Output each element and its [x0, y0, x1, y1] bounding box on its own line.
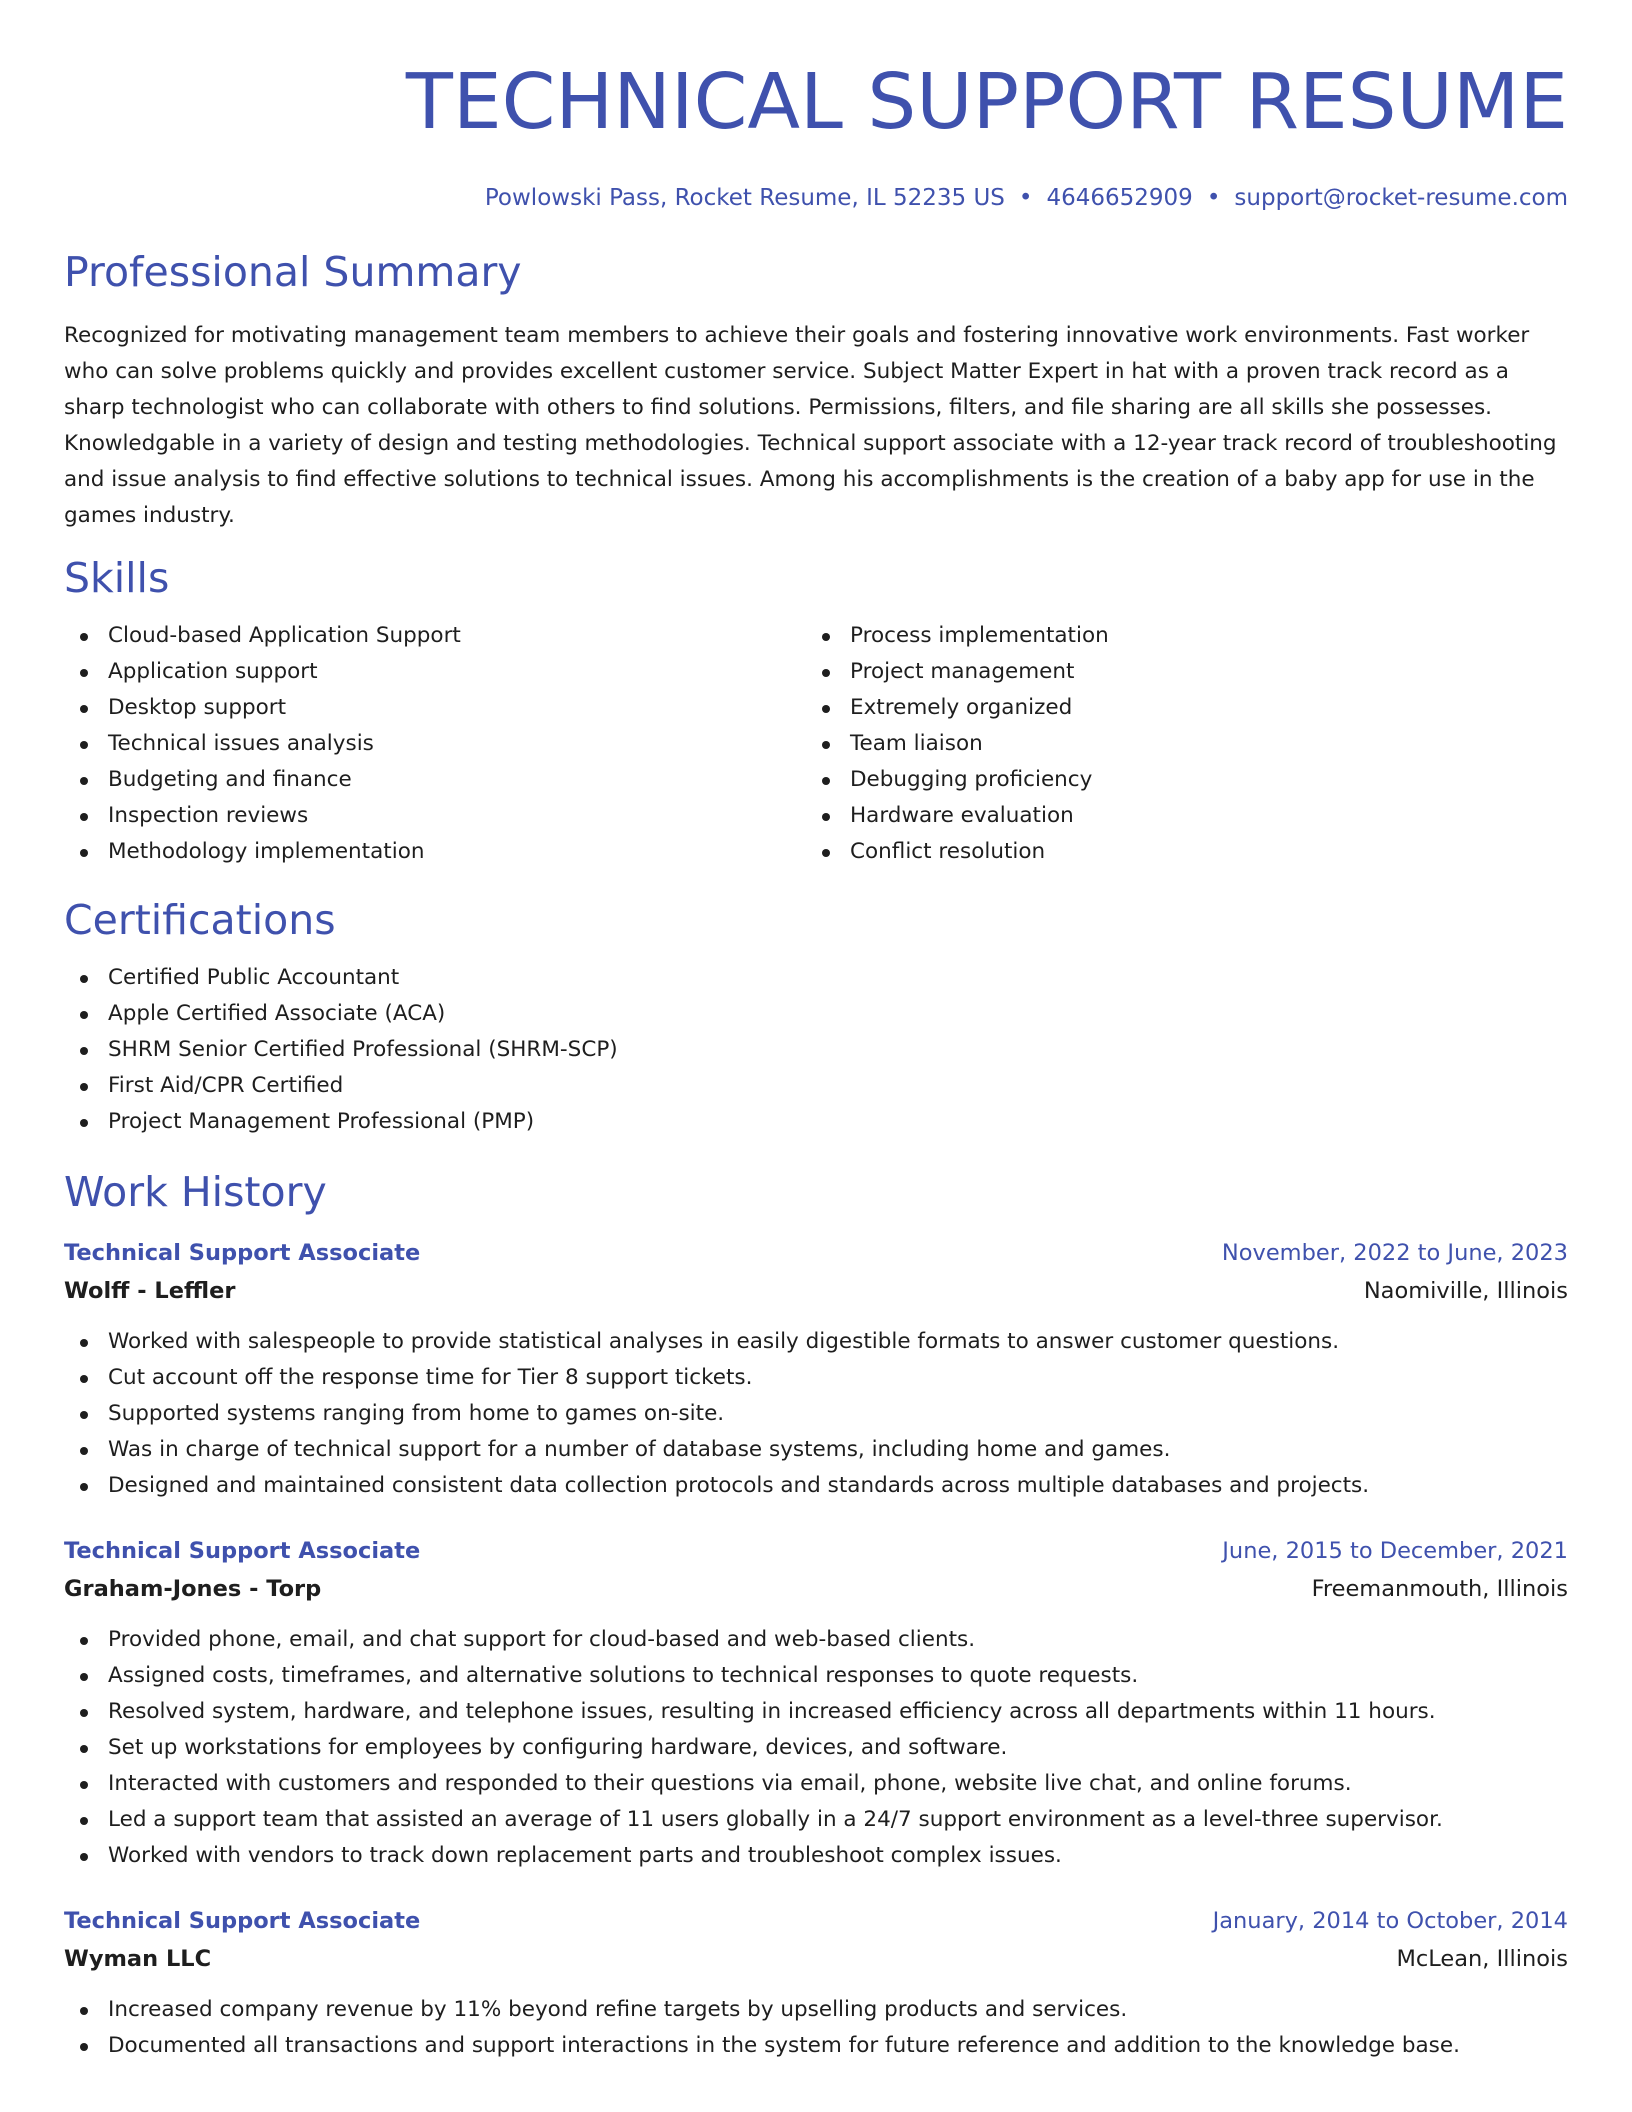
job-dates: November, 2022 to June, 2023 — [1221, 1240, 1568, 1266]
job-duty: Resolved system, hardware, and telephone issues, resulting in increased efficiency across all departments within 11 hours. — [64, 1694, 1568, 1730]
summary-heading: Professional Summary — [64, 248, 522, 296]
job-company: Wolff - Leffler — [64, 1278, 236, 1304]
contact-line — [64, 182, 1568, 214]
skills-heading: Skills — [64, 554, 170, 602]
certification-item: SHRM Senior Certified Professional (SHRM-SCP) — [64, 1032, 1568, 1068]
summary-text: Recognized for motivating management team members to achieve their goals and fostering innovative work environments. Fast worker who can solve problems quickly and provides excellent customer service. Subject Matter Expert in hat with a proven track record as a sharp technologist who can collaborate with others to find solutions. Permissions, filters, and file sharing are all skills she possesses. Knowledgable in a variety of design and testing methodologies. Technical support associate with a 12-year track record of troubleshooting and issue analysis to find effective solutions to technical issues. Among his accomplishments is the creation of a baby app for use in the games industry. — [64, 323, 1557, 528]
job-title: Technical Support Associate — [64, 1908, 421, 1934]
summary-section — [64, 244, 1568, 534]
skill-item: Debugging proficiency — [806, 762, 1548, 798]
job-header — [64, 1234, 1568, 1272]
job-subheader — [64, 1272, 1568, 1310]
certifications-heading: Certifications — [64, 896, 336, 944]
certification-item: First Aid/CPR Certified — [64, 1068, 1568, 1104]
job-company: Wyman LLC — [64, 1946, 212, 1972]
job-entry — [64, 1234, 1568, 1504]
skills-section — [64, 550, 1568, 870]
resume-page — [64, 0, 1568, 2064]
job-dates: January, 2014 to October, 2014 — [1212, 1908, 1568, 1934]
certifications-list — [64, 960, 1568, 1140]
job-duty: Assigned costs, timeframes, and alternative solutions to technical responses to quote requests. — [64, 1658, 1568, 1694]
job-entry — [64, 1532, 1568, 1874]
job-duty: Documented all transactions and support interactions in the system for future reference and addition to the knowledge base. — [64, 2028, 1568, 2064]
skill-item: Project management — [806, 654, 1548, 690]
certification-item: Apple Certified Associate (ACA) — [64, 996, 1568, 1032]
job-location: McLean, Illinois — [1396, 1946, 1568, 1972]
skill-item: Team liaison — [806, 726, 1548, 762]
job-duty: Increased company revenue by 11% beyond refine targets by upselling products and services. — [64, 1992, 1568, 2028]
job-title: Technical Support Associate — [64, 1240, 421, 1266]
contact-separator: • — [1018, 185, 1033, 211]
contact-separator: • — [1206, 185, 1221, 211]
job-duty: Cut account off the response time for Tier 8 support tickets. — [64, 1360, 1568, 1396]
skills-list-right — [806, 618, 1548, 870]
contact-address: Powlowski Pass, Rocket Resume, IL 52235 US — [484, 185, 1005, 211]
job-duty: Designed and maintained consistent data collection protocols and standards across multiple databases and projects. — [64, 1468, 1568, 1504]
skill-item: Methodology implementation — [64, 834, 806, 870]
job-duties-list — [64, 1992, 1568, 2064]
job-location: Naomiville, Illinois — [1363, 1278, 1568, 1304]
skills-columns — [64, 618, 1568, 870]
job-duty: Supported systems ranging from home to games on-site. — [64, 1396, 1568, 1432]
job-duty: Was in charge of technical support for a number of database systems, including home and games. — [64, 1432, 1568, 1468]
job-duty: Set up workstations for employees by configuring hardware, devices, and software. — [64, 1730, 1568, 1766]
job-duty: Worked with salespeople to provide statistical analyses in easily digestible formats to answer customer questions. — [64, 1324, 1568, 1360]
job-dates: June, 2015 to December, 2021 — [1222, 1538, 1568, 1564]
job-company: Graham-Jones - Torp — [64, 1576, 322, 1602]
work-history-heading: Work History — [64, 1168, 327, 1216]
skill-item: Application support — [64, 654, 806, 690]
job-location: Freemanmouth, Illinois — [1311, 1576, 1568, 1602]
job-title: Technical Support Associate — [64, 1538, 421, 1564]
skill-item: Extremely organized — [806, 690, 1548, 726]
skill-item: Process implementation — [806, 618, 1548, 654]
contact-email[interactable]: support@rocket-resume.com — [1234, 185, 1568, 211]
certification-item: Project Management Professional (PMP) — [64, 1104, 1568, 1140]
skill-item: Budgeting and finance — [64, 762, 806, 798]
skill-item: Technical issues analysis — [64, 726, 806, 762]
contact-phone[interactable]: 4646652909 — [1046, 185, 1193, 211]
job-subheader — [64, 1570, 1568, 1608]
job-header — [64, 1902, 1568, 1940]
job-duties-list — [64, 1324, 1568, 1504]
work-history-section — [64, 1164, 1568, 2064]
job-entry — [64, 1902, 1568, 2064]
job-subheader — [64, 1940, 1568, 1978]
job-duty: Interacted with customers and responded to their questions via email, phone, website live chat, and online forums. — [64, 1766, 1568, 1802]
skill-item: Inspection reviews — [64, 798, 806, 834]
skill-item: Cloud-based Application Support — [64, 618, 806, 654]
skill-item: Conflict resolution — [806, 834, 1548, 870]
certifications-section — [64, 892, 1568, 1140]
skill-item: Hardware evaluation — [806, 798, 1548, 834]
job-duty: Worked with vendors to track down replacement parts and troubleshoot complex issues. — [64, 1838, 1568, 1874]
certification-item: Certified Public Accountant — [64, 960, 1568, 996]
job-duty: Led a support team that assisted an average of 11 users globally in a 24/7 support environment as a level-three supervisor. — [64, 1802, 1568, 1838]
job-duty: Provided phone, email, and chat support for cloud-based and web-based clients. — [64, 1622, 1568, 1658]
skill-item: Desktop support — [64, 690, 806, 726]
job-duties-list — [64, 1622, 1568, 1874]
resume-title: TECHNICAL SUPPORT RESUME — [405, 58, 1568, 147]
skills-list-left — [64, 618, 806, 870]
job-header — [64, 1532, 1568, 1570]
